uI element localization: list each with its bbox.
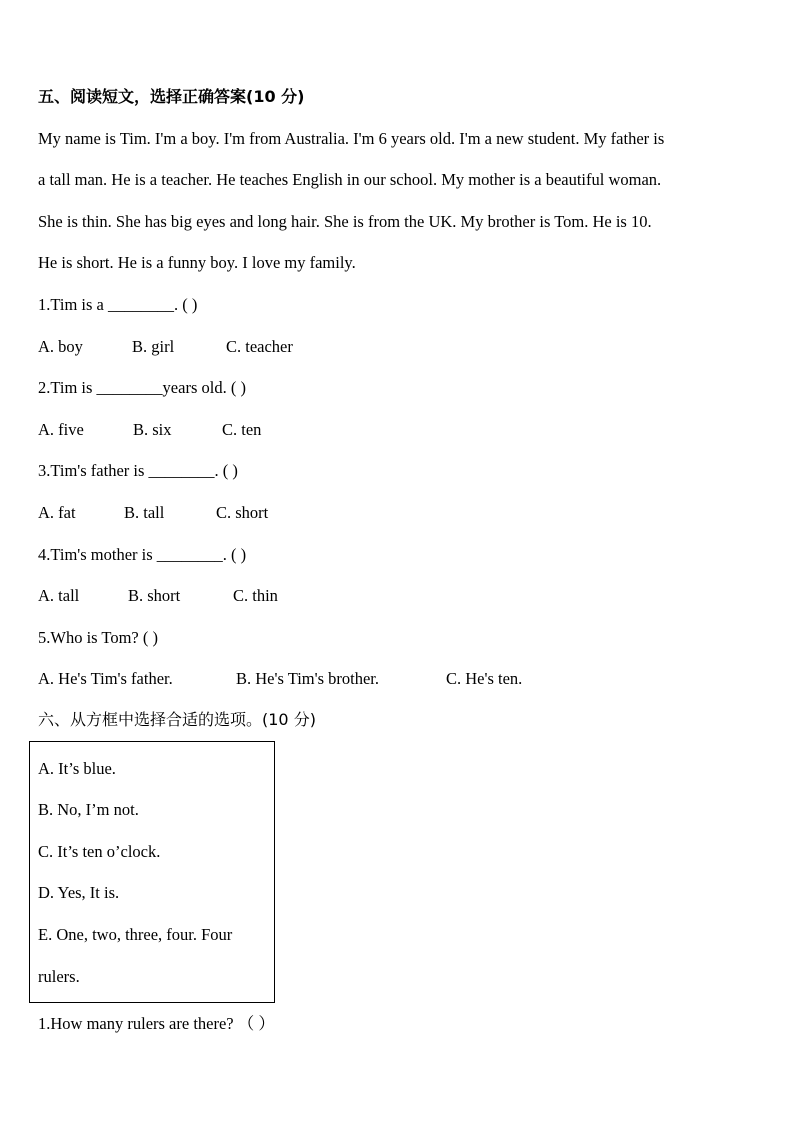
section6-question-1: 1.How many rulers are there? （ ） (38, 1014, 275, 1033)
section5-heading: 五、阅读短文，选择正确答案(10 分) (38, 87, 305, 106)
box-option: B. No, I’m not. (38, 800, 139, 819)
question-text: 4.Tim's mother is ________. ( ) (38, 545, 247, 564)
option-c[interactable]: C. thin (233, 586, 278, 605)
question-text: 5.Who is Tom? ( ) (38, 628, 158, 647)
option-c[interactable]: C. He's ten. (446, 669, 523, 688)
option-b[interactable]: B. He's Tim's brother. (236, 669, 380, 688)
option-a[interactable]: A. five (38, 420, 84, 439)
box-option: E. One, two, three, four. Four (38, 925, 233, 944)
passage-line: She is thin. She has big eyes and long hair. She is from the UK. My brother is Tom. He is 10. (38, 212, 652, 231)
option-c[interactable]: C. short (216, 503, 269, 522)
option-a[interactable]: A. tall (38, 586, 80, 605)
answer-box (29, 741, 275, 1003)
option-b[interactable]: B. short (128, 586, 181, 605)
option-b[interactable]: B. girl (132, 337, 175, 356)
section6-heading: 六、从方框中选择合适的选项。(10 分) (38, 710, 316, 729)
question-text: 1.Tim is a ________. ( ) (38, 295, 198, 314)
box-option: rulers. (38, 967, 80, 986)
passage-line: My name is Tim. I'm a boy. I'm from Australia. I'm 6 years old. I'm a new student. My father is (38, 129, 665, 148)
box-option: D. Yes, It is. (38, 883, 120, 902)
passage-line: a tall man. He is a teacher. He teaches English in our school. My mother is a beautiful woman. (38, 170, 662, 189)
option-a[interactable]: A. fat (38, 503, 76, 522)
question-text: 2.Tim is ________years old. ( ) (38, 378, 246, 397)
box-option: C. It’s ten o’clock. (38, 842, 161, 861)
option-a[interactable]: A. He's Tim's father. (38, 669, 173, 688)
option-b[interactable]: B. six (133, 420, 172, 439)
option-c[interactable]: C. teacher (226, 337, 293, 356)
question-text: 3.Tim's father is ________. ( ) (38, 461, 238, 480)
option-a[interactable]: A. boy (38, 337, 83, 356)
option-c[interactable]: C. ten (222, 420, 262, 439)
passage-line: He is short. He is a funny boy. I love my family. (38, 253, 356, 272)
option-b[interactable]: B. tall (124, 503, 165, 522)
box-option: A. It’s blue. (38, 759, 116, 778)
